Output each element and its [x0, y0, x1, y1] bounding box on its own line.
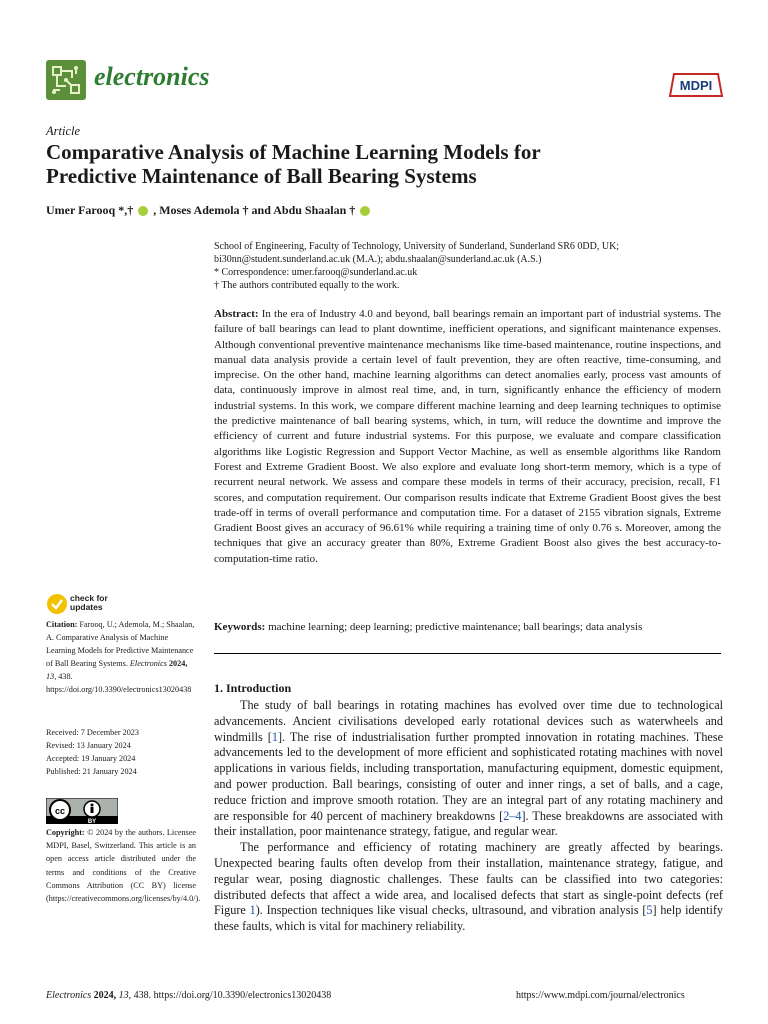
citation-journal: Electronics: [129, 659, 167, 668]
footer-journal-url[interactable]: https://www.mdpi.com/journal/electronics: [516, 990, 685, 1001]
footer-doi[interactable]: 438. https://doi.org/10.3390/electronics13020438: [133, 990, 332, 1001]
correspondence: * Correspondence: umer.farooq@sunderland.ac.uk: [214, 267, 418, 278]
paragraph: [214, 840, 723, 935]
paragraph-text: ]. The rise of industrialisation further prompted innovation in rotating machines. These advancements led to the development of more efficient and sophisticated rotating machines with novel applications in various fields, including transportation, manufacturing equipment, domestic equipment, and power production. Ball bearings, consisting of outer and inner rings, a set of balls, and a cage, reduce friction and improve smooth rotation. They are an integral part of any rotating machinery and are responsible for 40 percent of machinery breakdowns [: [214, 729, 723, 823]
affiliation-emails: bi30nn@student.sunderland.ac.uk (M.A.); abdu.shaalan@sunderland.ac.uk (A.S.): [214, 254, 542, 265]
check-line-1: check for: [70, 593, 108, 603]
footer-volume: 13,: [118, 990, 132, 1001]
date-revised: Revised: 13 January 2024: [46, 741, 131, 750]
date-received: Received: 7 December 2023: [46, 728, 139, 737]
abstract-label: Abstract:: [214, 308, 259, 320]
copyright-label: Copyright:: [46, 828, 85, 837]
orcid-icon[interactable]: [360, 206, 370, 216]
introduction-body: [214, 698, 723, 935]
abstract-text: In the era of Industry 4.0 and beyond, ball bearings remain an important part of industrial systems. The failure of ball bearings can lead to plant downtime, inefficient operations, and significant maintenance expenses. Although conventional preventive maintenance mechanisms like time-based maintenance, routine inspections, and manual data analysis provide a certain level of fault prevention, they are often reactive, time-consuming, and imprecise. On the other hand, machine learning algorithms can detect anomalies early, process vast amounts of data, continuously improve in almost real time, and, in turn, significantly enhance the efficiency of modern industrial systems. In this work, we compare different machine learning and deep learning techniques to optimise the predictive maintenance of ball bearing systems, which, in turn, will reduce the downtime and improve the efficiency of current and future industrial systems. For this purpose, we evaluate and compare classification algorithms like Logistic Regression and Support Vector Machine, as well as ensemble algorithms like Random Forest and Extreme Gradient Boost. We also explore and evaluate long short-term memory, which is a type of recurrent neural network. We assess and compare these models in terms of their accuracy, precision, recall, F1 scores, and computation requirement. Our comparison results indicate that Extreme Gradient Boost gives the best trade-off in terms of overall performance and computation time. For a dataset of 2155 vibration signals, Extreme Gradient Boost gives an accuracy of 96.61% while requiring a training time of only 0.76 s. Moreover, among the techniques that give an accuracy greater than 80%, Extreme Gradient Boost also gives the best accuracy-to-computation-time ratio.: [214, 308, 722, 565]
author-farooq[interactable]: Umer Farooq *,†: [46, 203, 134, 217]
paragraph-text: The study of ball bearings in rotating machines has evolved over time due to technological advancements. Ancient civilisations developed early rotational devices such as waterwheels and windmills [: [214, 698, 723, 744]
reference-link[interactable]: 1: [271, 729, 278, 744]
figure-link[interactable]: 1: [249, 903, 256, 918]
cc-by-text: BY: [87, 819, 97, 824]
keywords-text: machine learning; deep learning; predictive maintenance; ball bearings; data analysis: [268, 621, 643, 633]
keywords: [214, 620, 721, 635]
citation-volume: 13,: [46, 672, 57, 681]
cc-by-license-icon[interactable]: [46, 798, 118, 824]
citation-doi[interactable]: 438. https://doi.org/10.3390/electronics13020438: [46, 672, 192, 694]
paragraph-text: ] help identify these faults, which is vital for machinery reliability.: [214, 903, 723, 934]
reference-link[interactable]: 2–4: [503, 808, 522, 823]
paragraph-text: ]. These breakdowns are associated with their installation, poor maintenance strategy, fatigue, and regular wear.: [214, 808, 723, 839]
article-type: Article: [46, 124, 81, 138]
date-published: Published: 21 January 2024: [46, 767, 137, 776]
keywords-label: Keywords:: [214, 621, 266, 633]
paragraph: [214, 698, 723, 840]
check-line-2: updates: [70, 602, 103, 612]
author-list: [46, 203, 372, 218]
journal-logo-icon: [46, 60, 86, 100]
paragraph-text: ). Inspection techniques like visual checks, ultrasound, and vibration analysis [: [255, 903, 647, 918]
section-divider: [214, 653, 721, 654]
journal-name: electronics: [94, 62, 210, 91]
equal-contribution-note: † The authors contributed equally to the work.: [214, 280, 400, 291]
orcid-icon[interactable]: [138, 206, 148, 216]
citation-year: 2024,: [168, 659, 188, 668]
mdpi-logo-text: MDPI: [679, 78, 713, 93]
footer-citation: [46, 990, 331, 1001]
footer-journal: Electronics: [46, 990, 92, 1001]
author-ademola[interactable]: , Moses Ademola †: [153, 203, 249, 217]
reference-link[interactable]: 5: [646, 903, 653, 918]
citation-label: Citation:: [46, 620, 78, 629]
title-line-2: Predictive Maintenance of Ball Bearing Systems: [46, 164, 477, 188]
abstract: [214, 307, 721, 567]
date-accepted: Accepted: 19 January 2024: [46, 754, 136, 763]
author-shaalan[interactable]: and Abdu Shaalan †: [251, 203, 356, 217]
footer-year: 2024,: [93, 990, 117, 1001]
copyright-text: © 2024 by the authors. Licensee MDPI, Basel, Switzerland. This article is an open access article distributed under the terms and conditions of the Creative Commons Attribution (CC BY) license (https://creativecommons.org/licenses/by/4.0/).: [46, 828, 201, 904]
copyright-block: [46, 826, 201, 905]
dates-block: [46, 726, 196, 778]
affiliation-block: [214, 240, 729, 292]
check-for-updates[interactable]: [70, 594, 108, 612]
citation-text: Farooq, U.; Ademola, M.; Shaalan, A. Comparative Analysis of Machine Learning Models for Predictive Maintenance of Ball Bearing Systems.: [46, 620, 195, 668]
affiliation-line: School of Engineering, Faculty of Technology, University of Sunderland, Sunderland SR6 0DD, UK;: [214, 241, 620, 252]
mdpi-logo-icon[interactable]: [668, 70, 724, 100]
paragraph-text: The performance and efficiency of rotating machinery are greatly affected by bearings. Unexpected bearing faults often develop from their installation, maintenance strategy, fatigue, and regular wear, posing diagnostic challenges. These faults can be classified into two categories: distributed defects that affect a wide area, and localised defects that start as single-point defects (ref Figure: [214, 840, 723, 918]
title-line-1: Comparative Analysis of Machine Learning Models for: [46, 140, 541, 164]
svg-text:cc: cc: [54, 806, 66, 816]
section-heading: 1. Introduction: [214, 681, 292, 695]
citation-block: [46, 618, 196, 696]
paper-title: [46, 140, 736, 188]
